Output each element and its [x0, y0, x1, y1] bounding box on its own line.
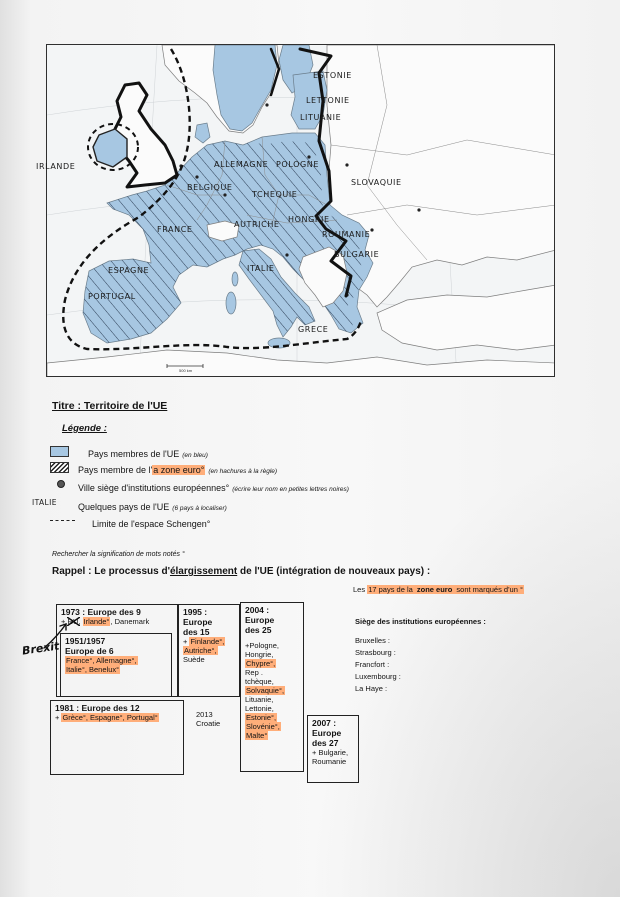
box-1995 [178, 604, 240, 697]
legend-highlight: a zone euro° [153, 465, 205, 475]
box-2004-line: Malte° [246, 731, 268, 740]
box-2007-line1: + Bulgarie, [312, 748, 349, 757]
rappel-suffix: de l'UE (intégration de nouveaux pays) : [237, 566, 431, 577]
box-1995-hl1: Finlande°, [190, 637, 225, 646]
map-label-lituanie: LITUANIE [300, 113, 342, 122]
legend-note: (6 pays à localiser) [172, 505, 227, 512]
box-1973-title: 1973 : Europe des 9 [61, 607, 141, 617]
box-2004-line: Chypre°, [246, 659, 276, 668]
map-label-autriche: AUTRICHE [234, 220, 280, 229]
euro-note-prefix: Les [353, 585, 368, 594]
legend-dashed-line-icon [50, 520, 75, 521]
box-2007 [307, 715, 359, 783]
brexit-annotation: Brexit [21, 639, 61, 658]
box-2004-line: Lituanie, [245, 695, 274, 704]
box-1981-title: 1981 : Europe des 12 [55, 703, 140, 713]
box-1995-t2: Europe [183, 617, 213, 627]
box-2004-line: +Pologne, [245, 641, 279, 650]
legend-note: (écrire leur nom en petites lettres noires) [232, 486, 349, 493]
legend-note: (en bleu) [182, 452, 208, 459]
map-label-bulgarie: BULGARIE [334, 250, 380, 259]
box-1995-t1: 1995 : [183, 607, 208, 617]
institution-city: Strasbourg : [355, 648, 396, 657]
map-label-slovaquie: SLOVAQUIE [351, 178, 402, 187]
institution-city: Francfort : [355, 660, 390, 669]
box-2004-line: tchèque, [245, 677, 274, 686]
map-label-portugal: PORTUGAL [88, 292, 136, 301]
box-2007-line2: Roumanie [312, 757, 347, 766]
box-2004 [240, 602, 304, 772]
legend-blue-box-icon [50, 446, 69, 457]
map-label-hongrie: HONGRIE [288, 215, 330, 224]
legend-item-cities [78, 478, 349, 496]
box-2007-t2: Europe [312, 728, 342, 738]
box-1981-prefix: + [55, 713, 62, 722]
box-2004-line: Hongrie, [245, 650, 274, 659]
box-1981-highlight: Grèce°, Espagne°, Portugal° [62, 713, 158, 722]
institution-city: La Haye : [355, 684, 388, 693]
box-2007-t3: des 27 [312, 738, 339, 748]
map-label-grece: GRECE [298, 325, 329, 334]
box-1995-prefix: + [183, 637, 190, 646]
box-1951-line2: Italie°, Benelux° [66, 665, 120, 674]
legend-heading: Légende : [62, 423, 107, 434]
entry-2013 [196, 710, 220, 728]
map-label-italie: ITALIE [247, 264, 275, 273]
legend-item-schengen [92, 514, 210, 532]
institution-city: Luxembourg : [355, 672, 401, 681]
map-label-lettonie: LETTONIE [306, 96, 350, 105]
institutions-heading: Siège des institutions européennes : [355, 617, 486, 626]
map-label-estonie: ESTONIE [313, 71, 352, 80]
box-2004-line: Solvaquie°, [246, 686, 285, 695]
entry-2013-country: Croatie [196, 719, 221, 728]
euro-note-hl2: sont marqués d'un ° [454, 585, 523, 594]
box-1951-title: Europe de 6 [65, 646, 114, 656]
map-label-roumanie: ROUMANIE [322, 230, 371, 239]
box-1973-prefix: + [61, 617, 66, 626]
legend-text: Pays membres de l'UE [88, 449, 180, 459]
map-label-france: FRANCE [157, 225, 193, 234]
legend-hatched-box-icon [50, 462, 69, 473]
box-2004-line: Slovénie°, [246, 722, 280, 731]
map-label-espagne: ESPAGNE [108, 266, 150, 275]
map-scale-label: 500 km [179, 368, 193, 373]
map-label-pologne: POLOGNE [276, 160, 320, 169]
worksheet-title: Titre : Territoire de l'UE [52, 400, 168, 412]
box-1951-line1: France°, Allemagne°, [66, 656, 137, 665]
box-2004-t2: Europe [245, 615, 275, 625]
map-label-irlande: IRLANDE [36, 162, 76, 171]
box-2004-line: Rep . [245, 668, 263, 677]
box-2004-line: Estonie°, [246, 713, 277, 722]
box-2004-line: Lettonie, [245, 704, 274, 713]
legend-text: Limite de l'espace Schengen° [92, 519, 211, 529]
legend-text: Pays membre de l' [78, 465, 153, 475]
box-2004-t3: des 25 [245, 625, 272, 635]
research-note: Rechercher la signification de mots notés ° [52, 551, 185, 558]
map-label-allemagne: ALLEMAGNE [214, 160, 269, 169]
map-label-belgique: BELGIQUE [187, 183, 233, 192]
box-2004-t1: 2004 : [245, 605, 270, 615]
euro-note-hl1: 17 pays de la [368, 585, 415, 594]
rappel-heading [52, 566, 430, 577]
institution-city: Bruxelles : [355, 636, 391, 645]
map-label-tchequie: TCHEQUIE [252, 190, 298, 199]
box-1995-t3: des 15 [183, 627, 210, 637]
box-1973-struck-ru: RU, [67, 617, 81, 626]
rappel-prefix: Rappel : Le processus d' [52, 566, 170, 577]
euro-note-bold: zone euro [416, 585, 453, 594]
legend-item-countries [78, 497, 227, 515]
euro-zone-note [353, 585, 524, 594]
legend-city-dot-icon [57, 480, 65, 488]
legend-handwritten-sample: ITALIE [32, 498, 57, 507]
eu-corsica [232, 272, 238, 286]
entry-2013-year: 2013 [196, 710, 213, 719]
legend-text: Ville siège d'institutions européennes° [78, 483, 230, 493]
rappel-underlined: élargissement [169, 566, 238, 577]
legend-text: Quelques pays de l'UE [78, 502, 170, 512]
box-1995-hl2: Autriche°, [184, 646, 217, 655]
box-1951-year: 1951/1957 [65, 636, 106, 646]
box-1973-highlight: Irlande° [83, 617, 110, 626]
legend-note: (en hachures à la règle) [208, 468, 278, 475]
box-1995-rest: Suède [183, 655, 205, 664]
box-1981 [50, 700, 184, 775]
box-2007-t1: 2007 : [312, 718, 337, 728]
brexit-arrow-icon [0, 590, 120, 660]
legend-item-euro-zone [78, 460, 277, 478]
eu-sardinia [226, 292, 236, 314]
box-1973-rest: , Danemark [110, 617, 150, 626]
